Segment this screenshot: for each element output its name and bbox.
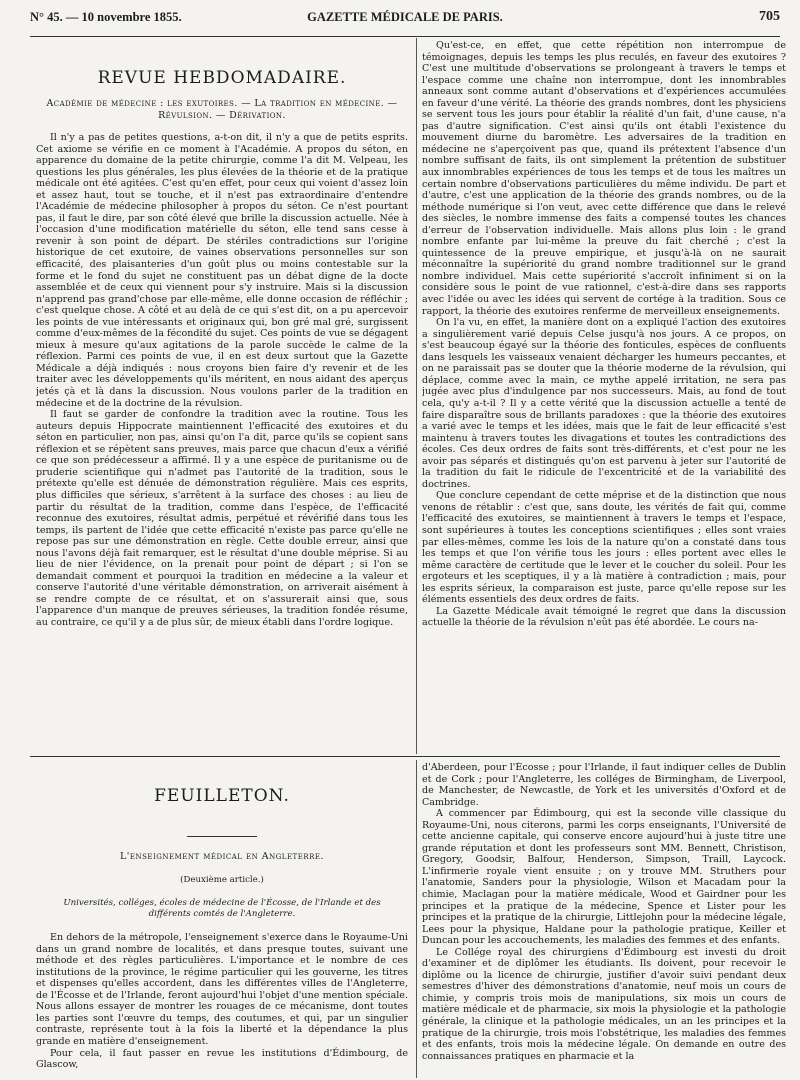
feuilleton-subtitle: L'enseignement médical en Angleterre. (119, 851, 325, 862)
revue-paragraph: La Gazette Médicale avait témoigné le regret que dans la discussion actuelle la théorie de la révulsion n'eût pas été abordée. Le cours na- (422, 605, 786, 629)
revue-paragraph: Il n'y a pas de petites questions, a-t-on dit, il n'y a que de petits esprits. Cet axiome se vérifie en ce moment à l'Académie. A propos du séton, en apparence du domaine de la petite chirurgie, comme l'a dit M. Velpeau, les questions les plus générales, les plus élevées de la théorie et de la pratique médicale ont été agitées. C'est qu'en effet, pour ceux qui voient d'assez loin et assez haut, tout se touche, et il n'est pas extraordinaire d'entendre l'Académie de médecine philosopher à propos du séton. Ce n'est pourtant pas, il faut le dire, par son côté élevé que brille la discussion actuelle. Née à l'occasion d'une modification matérielle du séton, elle tend sans cesse à revenir à son point de départ. De stériles contradictions sur l'origine historique de cet exutoire, de vaines observations personnelles sur son efficacité, des plaisanteries d'un goût plus ou moins contestable sur la forme et le fond du sujet ne constituent pas un débat digne de la docte assemblée et de ceux qui viennent pour s'y instruire. Mais si la discussion n'apprend pas grand'chose par elle-même, elle donne occasion de réfléchir ; c'est quelque chose. A côté et au delà de ce qui s'est dit, on a pu apercevoir les points de vue intéressants et originaux qui, bon gré mal gré, surgissent comme d'eux-mêmes de la fécondité du sujet. Ces points de vue se dégagent mieux à mesure qu'aux agitations de la parole succède le calme de la réflexion. Parmi ces points de vue, il en est deux surtout que la Gazette Médicale a déjà indiqués : nous croyons bien faire d'y revenir et de les traiter avec les développements qu'ils méritent, en nous aidant des aperçus jetés çà et là dans la discussion. Nous voulons parler de la tradition en médecine et de la doctrine de la révulsion. (36, 132, 408, 409)
feuilleton-paragraph: Pour cela, il faut passer en revue les institutions d'Édimbourg, de Glascow, (36, 1047, 408, 1071)
revue-title: REVUE HEBDOMADAIRE. (97, 68, 347, 88)
revue-paragraph: Il faut se garder de confondre la tradition avec la routine. Tous les auteurs depuis Hippocrate maintiennent l'efficacité des exutoires et du séton en particulier, non pas, ainsi qu'on l'a dit, parce qu'ils se copient sans réflexion et se répètent sans preuves, mais parce que chacun d'eux a vérifié ce que son prédécesseur a affirmé. Il y a une espèce de puritanisme ou de pruderie scientifique qui n'admet pas l'autorité de la tradition, sous le prétexte qu'elle est dénuée de démonstration régulière. Mais ces esprits, plus difficiles que sérieux, s'arrêtent à la surface des choses : au lieu de partir du résultat de la tradition, comme dans l'espèce, de l'efficacité reconnue des exutoires, résultat admis, perpétué et révérifié dans tous les temps, ils partent de l'idée que cette efficacité n'existe pas parce qu'elle ne repose pas sur une démonstration en règle. Cette double erreur, ainsi que nous l'avons déjà fait remarquer, est le résultat d'une double méprise. Si au lieu de nier l'évidence, on la prenait pour point de départ ; si l'on se demandait comment et pourquoi la tradition en médecine a la valeur et conserve l'autorité d'une véritable démonstration, on arriverait aisément à se rendre compte de ce résultat, et on s'assurerait ainsi que, sous l'apparence d'un manque de preuves sérieuses, la tradition fondée résume, au contraire, ce qu'il y a de plus sûr, de mieux établi dans l'ordre logique. (36, 409, 408, 628)
page-number: 705 (759, 9, 780, 24)
feuilleton-paragraph: d'Aberdeen, pour l'Écosse ; pour l'Irlande, il faut indiquer celles de Dublin et de Cork ; pour l'Angleterre, les colléges de Birmingham, de Liverpool, de Manchester, de Newcastle, de York et les universités d'Oxford et de Cambridge. (422, 762, 786, 808)
article-summary: Universités, colléges, écoles de médecine de l'Écosse, de l'Irlande et des différents comtés de l'Angleterre. (63, 898, 381, 920)
title-underline (187, 836, 257, 837)
feuilleton-paragraph: Le Collége royal des chirurgiens d'Édimbourg est investi du droit d'examiner et de diplômer les étudiants. Ils doivent, pour recevoir le diplôme ou la licence de chirurgie, justifier d'avoir suivi pendant deux semestres d'hiver des démonstrations d'anatomie, neuf mois un cours de chimie, y compris trois mois de manipulations, six mois un cours de matière médicale et de pharmacie, six mois la physiologie et la pathologie générale, la clinique et la pathologie médicales, un an les principes et la pratique de la chirurgie, trois mois l'obstétrique, les maladies des femmes et des enfants, trois mois la médecine légale. On demande en outre des connaissances pratiques en pharmacie et la (422, 946, 786, 1062)
revue-subtitle: Académie de médecine : les exutoires. — La tradition en médecine. — Révulsion. — Dérivation. (46, 98, 398, 121)
feuilleton-column-2 (422, 762, 786, 1078)
revue-column-2 (422, 40, 786, 752)
revue-paragraph: Qu'est-ce, en effet, que cette répétition non interrompue de témoignages, depuis les temps les plus reculés, en faveur des exutoires ? C'est une multitude d'observations se prolongeant à travers le temps et l'espace comme une chaîne non interrompue, dont les innombrables anneaux sont comme autant d'observations et d'expériences accumulées en faveur d'une vérité. La théorie des grands nombres, dont les physiciens se servent tous les jours pour établir la réalité d'un fait, d'une cause, n'a pas d'autre signification. C'est ainsi qu'ils ont établi l'existence du mouvement diurne du baromètre. Les adversaires de la tradition en médecine ne s'aperçoivent pas que, quand ils prétextent l'absence d'un nombre suffisant de faits, ils ont simplement la prétention de substituer aux innombrables expériences de tous les temps et de tous les maîtres un certain nombre d'observations particulières du même individu. De part et d'autre, c'est une application de la théorie des grands nombres, ou de la méthode numérique si l'on veut, avec cette différence que dans le relevé des siècles, le nombre immense des faits a compensé toutes les chances d'erreur de l'observation individuelle. Mais allons plus loin : le grand nombre enfante par lui-même la preuve du fait cherché ; c'est la quintessence de la preuve empirique, et jusqu'à-là on ne saurait méconnaître la supériorité du grand nombre traditionnel sur le grand nombre individuel. Mais cette supériorité s'accroît infiniment si on la considère sous le point de vue rationnel, c'est-à-dire dans ses rapports avec l'idée ou avec les idées qui servent de cortége à la tradition. Sous ce rapport, la théorie des exutoires renferme de merveilleux enseignements. (422, 40, 786, 317)
column-divider-top (416, 38, 417, 754)
column-divider-bottom (416, 760, 417, 1078)
feuilleton-column-1 (36, 762, 408, 1078)
feuilleton-rule (30, 756, 780, 757)
journal-title: GAZETTE MÉDICALE DE PARIS. (307, 10, 503, 24)
issue-number: N° 45. — 10 novembre 1855. (30, 10, 182, 24)
revue-paragraph: On l'a vu, en effet, la manière dont on a expliqué l'action des exutoires a singulièrement varié depuis Celse jusqu'à nos jours. A ce propos, on s'est beaucoup égayé sur la théorie des fonticules, espèces de confluents dans lesquels les vaisseaux venaient décharger les humeurs peccantes, et on ne paraissait pas se douter que la théorie moderne de la révulsion, qui déplace, comme avec la main, ce mythe appelé irritation, ne sera pas jugée avec plus d'indulgence par nos successeurs. Mais, au fond de tout cela, qu'y a-t-il ? Il y a cette vérité que la discussion actuelle a tenté de faire disparaître sous de brillants paradoxes : que la théorie des exutoires a varié avec le temps et les idées, mais que le fait de leur efficacité s'est maintenu à travers toutes les divagations et toutes les contradictions des écoles. Ces deux ordres de faits sont très-différents, et c'est pour ne les avoir pas séparés et distingués qu'on est parvenu à jeter sur l'autorité de la tradition du fait le ridicule de l'excentricité et de la variabilité des doctrines. (422, 317, 786, 490)
feuilleton-paragraph: A commencer par Édimbourg, qui est la seconde ville classique du Royaume-Uni, nous citerons, parmi les corps enseignants, l'Université de cette ancienne capitale, qui conserve encore aujourd'hui à juste titre une grande réputation et dont les professeurs sont MM. Bennett, Christison, Gregory, Goodsir, Balfour, Henderson, Simpson, Traill, Laycock. L'infirmerie royale vient ensuite ; on y trouve MM. Struthers pour l'anatomie, Sanders pour la physiologie, Wilson et Macadam pour la chimie, Maclagan pour la matière médicale, Wood et Gairdner pour les principes et la pratique de la médecine, Spence et Lister pour les principes et la pratique de la chirurgie, Littlejohn pour la médecine légale, Lees pour la physique, Haldane pour la pathologie pratique, Keiller et Duncan pour les accouchements, les maladies des femmes et des enfants. (422, 808, 786, 947)
revue-paragraph: Que conclure cependant de cette méprise et de la distinction que nous venons de rétablir : c'est que, sans doute, les vérités de fait qui, comme l'efficacité des exutoires, se maintiennent à travers le temps et l'espace, sont supérieures à toutes les conceptions scientifiques ; elles sont vraies par elles-mêmes, comme les lois de la nature qu'on a constaté dans tous les temps et que l'on vérifie tous les jours : elles portent avec elles le même caractère de certitude que le lever et le coucher du soleil. Pour les ergoteurs et les sceptiques, il y a là matière à contradiction ; mais, pour les esprits sérieux, la comparaison est juste, parce qu'elle repose sur les éléments essentiels des deux ordres de faits. (422, 490, 786, 606)
feuilleton-paragraph: En dehors de la métropole, l'enseignement s'exerce dans le Royaume-Uni dans un grand nombre de localités, et dans presque toutes, suivant une méthode et des règles particulières. L'importance et le nombre de ces institutions de la province, le régime particulier qui les gouverne, les titres et dispenses qu'elles accordent, dans les différentes villes de l'Angleterre, de l'Écosse et de l'Irlande, feront aujourd'hui l'objet d'une mention spéciale. Nous allons essayer de montrer les rouages de ce mécanisme, dont toutes les parties sont l'œuvre du temps, des coutumes, et qui, par un singulier contraste, représente tout à la fois la liberté et la dépendance la plus grande en matière d'enseignement. (36, 932, 408, 1048)
page-header (30, 6, 780, 26)
feuilleton-title: FEUILLETON. (154, 786, 290, 806)
header-rule (30, 36, 780, 37)
revue-column-1 (36, 40, 408, 752)
article-number: (Deuxième article.) (180, 874, 264, 885)
